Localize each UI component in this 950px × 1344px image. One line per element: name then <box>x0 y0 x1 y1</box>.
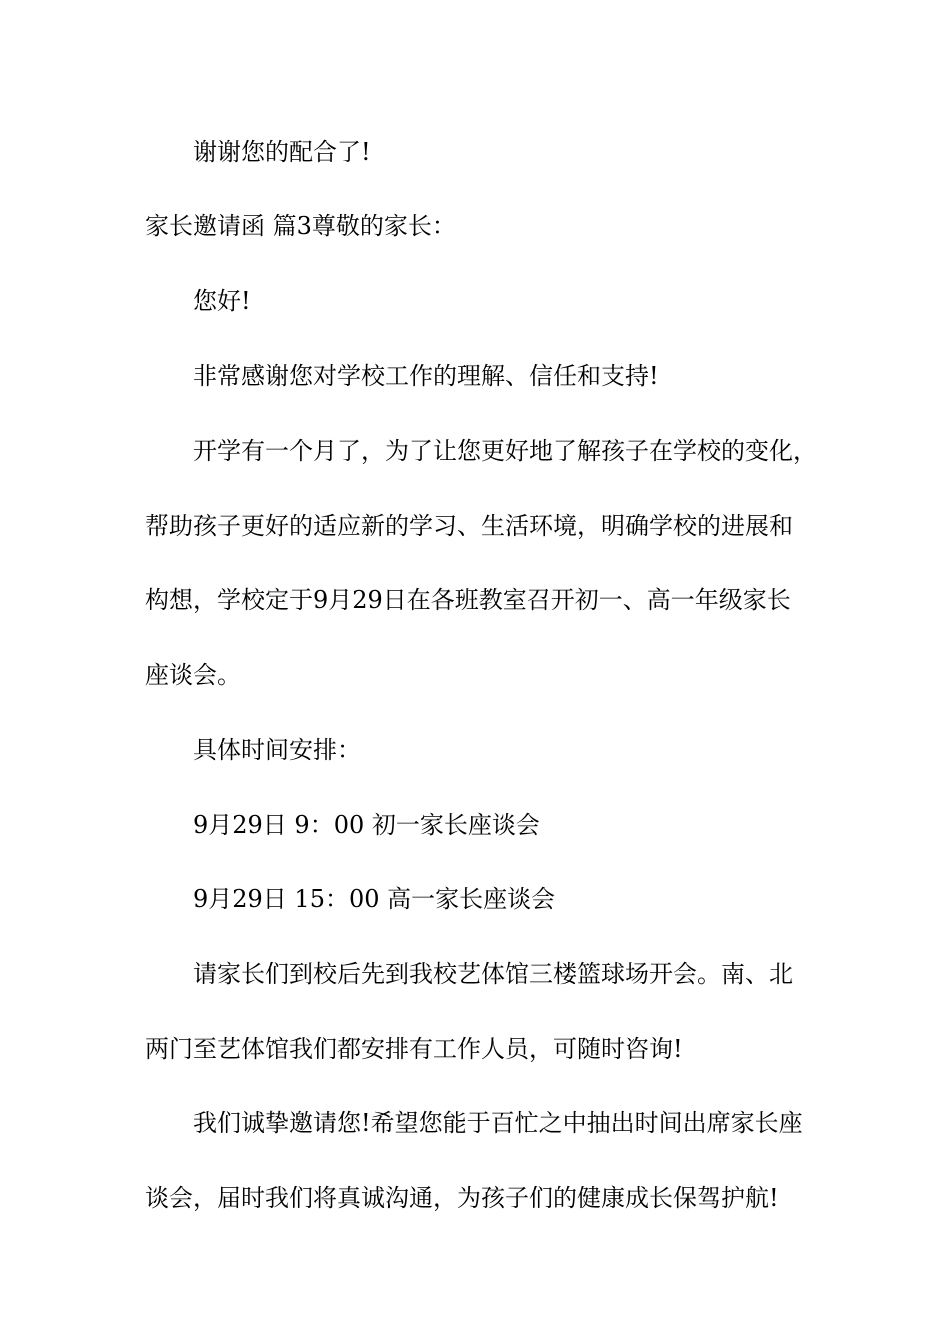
paragraph-line: 开学有一个月了，为了让您更好地了解孩子在学校的变化， <box>193 437 817 465</box>
paragraph-line: 构想，学校定于9月29日在各班教室召开初一、高一年级家长 <box>145 586 791 614</box>
paragraph-line: 谈会，届时我们将真诚沟通，为孩子们的健康成长保驾护航! <box>145 1184 779 1212</box>
closing-thanks-line: 谢谢您的配合了! <box>193 138 371 166</box>
paragraph-line: 帮助孩子更好的适应新的学习、生活环境，明确学校的进展和 <box>145 512 793 540</box>
paragraph-line: 请家长们到校后先到我校艺体馆三楼篮球场开会。南、北 <box>193 960 793 988</box>
gratitude-line: 非常感谢您对学校工作的理解、信任和支持! <box>193 362 659 390</box>
paragraph-line: 我们诚挚邀请您!希望您能于百忙之中抽出时间出席家长座 <box>193 1109 803 1137</box>
schedule-item-line: 9月29日 15：00 高一家长座谈会 <box>193 885 556 913</box>
paragraph-line: 座谈会。 <box>145 661 241 689</box>
schedule-item-line: 9月29日 9：00 初一家长座谈会 <box>193 811 540 839</box>
schedule-heading-line: 具体时间安排： <box>193 736 361 764</box>
greeting-line: 您好! <box>193 287 251 315</box>
section-heading-line: 家长邀请函 篇3尊敬的家长： <box>145 212 456 240</box>
paragraph-line: 两门至艺体馆我们都安排有工作人员，可随时咨询! <box>145 1035 683 1063</box>
